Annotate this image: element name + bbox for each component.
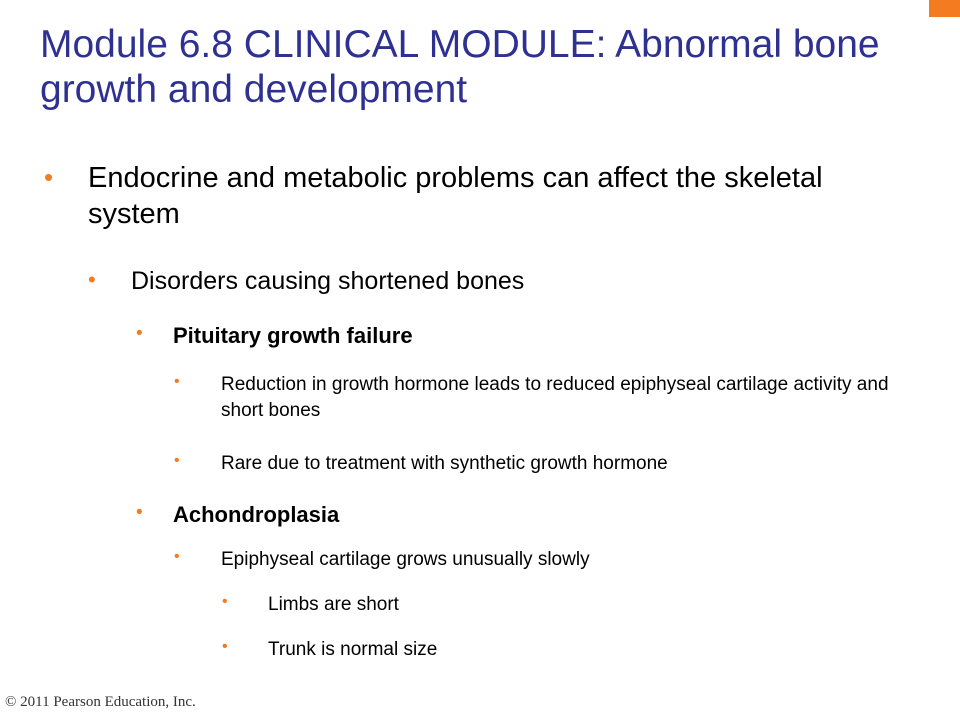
bullet-dot-icon: •	[136, 323, 143, 344]
bullet-dot-icon: •	[222, 593, 228, 610]
bullet-dot-icon: •	[174, 452, 180, 469]
bullet-text: Achondroplasia	[173, 502, 340, 527]
slide-title: Module 6.8 CLINICAL MODULE: Abnormal bone growth and development	[40, 23, 880, 111]
bullet-text: Disorders causing shortened bones	[131, 267, 525, 295]
bullet-dot-icon: •	[222, 638, 228, 655]
bullet-dot-icon: •	[88, 267, 96, 292]
bullet-text: Reduction in growth hormone leads to reduced epiphyseal cartilage activity and short bones	[221, 374, 889, 421]
bullet-text: Rare due to treatment with synthetic growth hormone	[221, 453, 668, 474]
bullet-text: Pituitary growth failure	[173, 323, 413, 348]
bullet-dot-icon: •	[44, 162, 54, 192]
bullet-text: Endocrine and metabolic problems can affect the skeletal system	[88, 162, 823, 230]
bullet-dot-icon: •	[174, 373, 180, 390]
bullet-dot-icon: •	[136, 502, 143, 523]
top-bar	[0, 0, 960, 17]
bullet-dot-icon: •	[174, 548, 180, 565]
bullet-text: Epiphyseal cartilage grows unusually slowly	[221, 549, 590, 570]
accent-block	[929, 0, 960, 17]
bullet-text: Limbs are short	[268, 594, 399, 615]
copyright-text: © 2011 Pearson Education, Inc.	[5, 694, 196, 710]
bullet-text: Trunk is normal size	[268, 639, 438, 660]
